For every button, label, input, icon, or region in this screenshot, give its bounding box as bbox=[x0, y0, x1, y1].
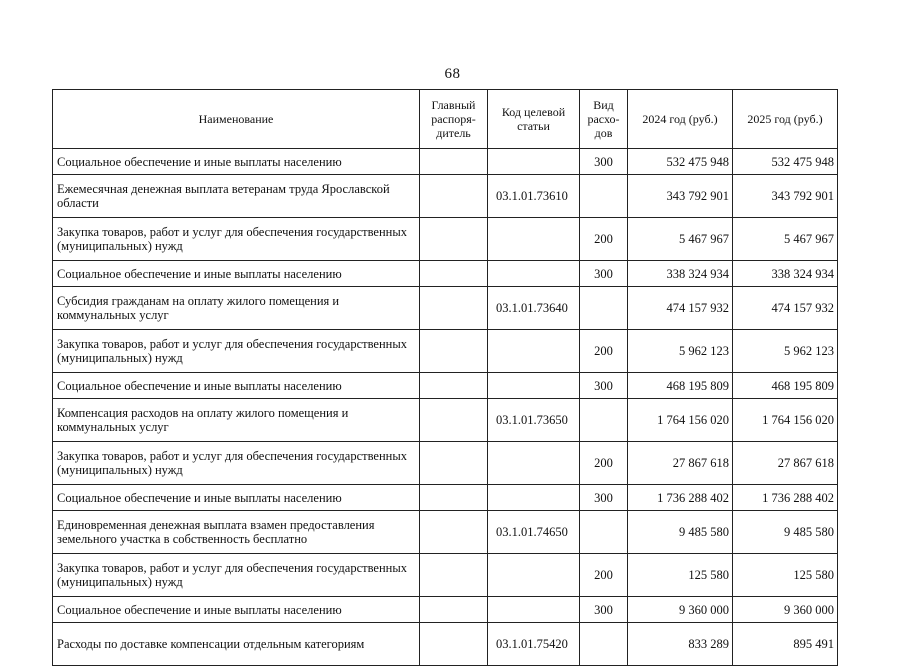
cell-2025: 5 962 123 bbox=[733, 330, 838, 373]
cell-name: Закупка товаров, работ и услуг для обеспечения государственных (муниципальных) нужд bbox=[53, 442, 420, 485]
cell-target-code: 03.1.01.75420 bbox=[488, 623, 580, 666]
table-row bbox=[53, 399, 838, 442]
cell-expense-type bbox=[580, 399, 628, 442]
cell-name: Закупка товаров, работ и услуг для обеспечения государственных (муниципальных) нужд bbox=[53, 554, 420, 597]
cell-expense-type bbox=[580, 287, 628, 330]
cell-main-admin bbox=[420, 623, 488, 666]
cell-2025: 1 764 156 020 bbox=[733, 399, 838, 442]
cell-name: Социальное обеспечение и иные выплаты населению bbox=[53, 261, 420, 287]
cell-main-admin bbox=[420, 442, 488, 485]
cell-name: Социальное обеспечение и иные выплаты населению bbox=[53, 597, 420, 623]
cell-main-admin bbox=[420, 149, 488, 175]
cell-expense-type: 200 bbox=[580, 554, 628, 597]
cell-name: Социальное обеспечение и иные выплаты населению bbox=[53, 485, 420, 511]
table-row bbox=[53, 175, 838, 218]
cell-expense-type: 300 bbox=[580, 149, 628, 175]
table-body bbox=[53, 149, 838, 666]
cell-2024: 474 157 932 bbox=[628, 287, 733, 330]
cell-target-code bbox=[488, 485, 580, 511]
cell-2024: 27 867 618 bbox=[628, 442, 733, 485]
cell-2025: 27 867 618 bbox=[733, 442, 838, 485]
cell-target-code bbox=[488, 554, 580, 597]
cell-2025: 468 195 809 bbox=[733, 373, 838, 399]
cell-target-code: 03.1.01.73610 bbox=[488, 175, 580, 218]
cell-name: Закупка товаров, работ и услуг для обеспечения государственных (муниципальных) нужд bbox=[53, 330, 420, 373]
col-header-2025: 2025 год (руб.) bbox=[733, 90, 838, 149]
cell-2025: 5 467 967 bbox=[733, 218, 838, 261]
cell-expense-type: 300 bbox=[580, 485, 628, 511]
cell-2025: 895 491 bbox=[733, 623, 838, 666]
table-row bbox=[53, 261, 838, 287]
cell-2024: 468 195 809 bbox=[628, 373, 733, 399]
cell-main-admin bbox=[420, 261, 488, 287]
cell-main-admin bbox=[420, 373, 488, 399]
table-row bbox=[53, 218, 838, 261]
table-row bbox=[53, 485, 838, 511]
cell-target-code: 03.1.01.73650 bbox=[488, 399, 580, 442]
cell-2025: 1 736 288 402 bbox=[733, 485, 838, 511]
cell-2024: 125 580 bbox=[628, 554, 733, 597]
cell-name: Социальное обеспечение и иные выплаты населению bbox=[53, 149, 420, 175]
cell-2024: 532 475 948 bbox=[628, 149, 733, 175]
cell-expense-type bbox=[580, 175, 628, 218]
cell-name: Компенсация расходов на оплату жилого помещения и коммунальных услуг bbox=[53, 399, 420, 442]
cell-name: Единовременная денежная выплата взамен предоставления земельного участка в собственность бесплатно bbox=[53, 511, 420, 554]
table-row bbox=[53, 511, 838, 554]
page-number: 68 bbox=[444, 66, 461, 82]
cell-target-code bbox=[488, 149, 580, 175]
col-header-target-code: Код целевой статьи bbox=[488, 90, 580, 149]
cell-expense-type bbox=[580, 623, 628, 666]
cell-2024: 833 289 bbox=[628, 623, 733, 666]
cell-main-admin bbox=[420, 287, 488, 330]
cell-2025: 125 580 bbox=[733, 554, 838, 597]
cell-2025: 9 360 000 bbox=[733, 597, 838, 623]
cell-target-code bbox=[488, 218, 580, 261]
cell-2025: 338 324 934 bbox=[733, 261, 838, 287]
cell-2024: 1 736 288 402 bbox=[628, 485, 733, 511]
cell-name: Закупка товаров, работ и услуг для обеспечения государственных (муниципальных) нужд bbox=[53, 218, 420, 261]
table-row bbox=[53, 597, 838, 623]
cell-2024: 5 962 123 bbox=[628, 330, 733, 373]
cell-main-admin bbox=[420, 485, 488, 511]
cell-expense-type: 200 bbox=[580, 442, 628, 485]
table-row bbox=[53, 287, 838, 330]
cell-target-code bbox=[488, 330, 580, 373]
cell-2024: 1 764 156 020 bbox=[628, 399, 733, 442]
cell-main-admin bbox=[420, 597, 488, 623]
cell-expense-type: 300 bbox=[580, 261, 628, 287]
table-row bbox=[53, 442, 838, 485]
table-row bbox=[53, 554, 838, 597]
cell-2025: 343 792 901 bbox=[733, 175, 838, 218]
cell-2024: 343 792 901 bbox=[628, 175, 733, 218]
cell-target-code: 03.1.01.73640 bbox=[488, 287, 580, 330]
cell-2024: 5 467 967 bbox=[628, 218, 733, 261]
cell-main-admin bbox=[420, 399, 488, 442]
cell-expense-type: 300 bbox=[580, 597, 628, 623]
cell-name: Субсидия гражданам на оплату жилого помещения и коммунальных услуг bbox=[53, 287, 420, 330]
cell-expense-type: 300 bbox=[580, 373, 628, 399]
table-row bbox=[53, 330, 838, 373]
table-row bbox=[53, 623, 838, 666]
col-header-expense-type: Вид расхо-дов bbox=[580, 90, 628, 149]
cell-target-code bbox=[488, 261, 580, 287]
cell-expense-type: 200 bbox=[580, 330, 628, 373]
cell-expense-type bbox=[580, 511, 628, 554]
cell-target-code bbox=[488, 442, 580, 485]
cell-main-admin bbox=[420, 330, 488, 373]
cell-name: Социальное обеспечение и иные выплаты населению bbox=[53, 373, 420, 399]
cell-main-admin bbox=[420, 511, 488, 554]
cell-name: Ежемесячная денежная выплата ветеранам труда Ярославской области bbox=[53, 175, 420, 218]
cell-target-code bbox=[488, 373, 580, 399]
cell-main-admin bbox=[420, 175, 488, 218]
cell-2024: 9 485 580 bbox=[628, 511, 733, 554]
budget-table bbox=[52, 89, 838, 666]
cell-2024: 9 360 000 bbox=[628, 597, 733, 623]
cell-2025: 9 485 580 bbox=[733, 511, 838, 554]
col-header-name: Наименование bbox=[53, 90, 420, 149]
cell-target-code: 03.1.01.74650 bbox=[488, 511, 580, 554]
cell-target-code bbox=[488, 597, 580, 623]
table-row bbox=[53, 149, 838, 175]
cell-2025: 532 475 948 bbox=[733, 149, 838, 175]
table-row bbox=[53, 373, 838, 399]
cell-main-admin bbox=[420, 554, 488, 597]
cell-expense-type: 200 bbox=[580, 218, 628, 261]
col-header-main-admin: Главный распоря-дитель bbox=[420, 90, 488, 149]
col-header-2024: 2024 год (руб.) bbox=[628, 90, 733, 149]
cell-name: Расходы по доставке компенсации отдельным категориям bbox=[53, 623, 420, 666]
cell-2024: 338 324 934 bbox=[628, 261, 733, 287]
cell-2025: 474 157 932 bbox=[733, 287, 838, 330]
cell-main-admin bbox=[420, 218, 488, 261]
table-header bbox=[53, 90, 838, 149]
